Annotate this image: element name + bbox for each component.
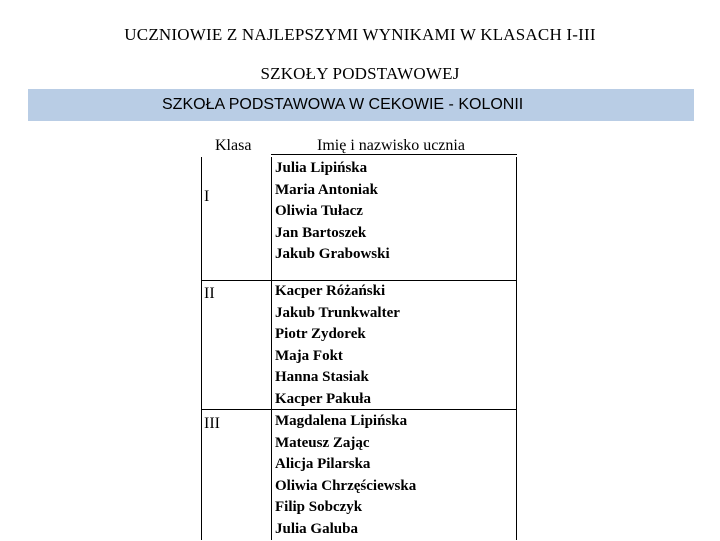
- student-name: Jakub Trunkwalter: [275, 304, 400, 321]
- student-name: Kacper Pakuła: [275, 390, 371, 407]
- page-title: UCZNIOWIE Z NAJLEPSZYMI WYNIKAMI W KLASACH I-III: [124, 25, 596, 44]
- students-table: [201, 139, 517, 540]
- table-border-left: [201, 157, 202, 540]
- header-klasa: Klasa: [215, 137, 252, 154]
- student-name: Hanna Stasiak: [275, 369, 369, 386]
- student-name: Magdalena Lipińska: [275, 413, 408, 429]
- student-name: Alicja Pilarska: [275, 456, 371, 473]
- table-column-divider: [271, 157, 272, 540]
- header-imie: Imię i nazwisko ucznia: [317, 137, 465, 154]
- class-label-III: III: [204, 415, 220, 432]
- student-name: Oliwia Chrzęściewska: [275, 477, 417, 494]
- student-name: Kacper Różański: [275, 283, 386, 299]
- page-subtitle: SZKOŁY PODSTAWOWEJ: [260, 64, 460, 83]
- names-list-I: [275, 158, 390, 266]
- school-banner: SZKOŁA PODSTAWOWA W CEKOWIE - KOLONII: [28, 89, 694, 121]
- student-name: Mateusz Zając: [275, 434, 370, 451]
- table-border-right: [516, 157, 517, 540]
- student-name: Maria Antoniak: [275, 181, 378, 198]
- student-name: Julia Lipińska: [275, 160, 368, 176]
- student-name: Jan Bartoszek: [275, 224, 367, 241]
- student-name: Julia Galuba: [275, 520, 358, 537]
- student-name: Filip Sobczyk: [275, 499, 363, 516]
- names-list-II: [275, 281, 400, 411]
- student-name: Piotr Zydorek: [275, 326, 366, 343]
- student-name: Oliwia Tułacz: [275, 203, 363, 220]
- student-name: Maja Fokt: [275, 347, 343, 364]
- class-label-II: II: [204, 285, 215, 302]
- student-name: Jakub Grabowski: [275, 246, 390, 263]
- class-label-I: I: [204, 188, 210, 205]
- names-list-III: [275, 411, 416, 541]
